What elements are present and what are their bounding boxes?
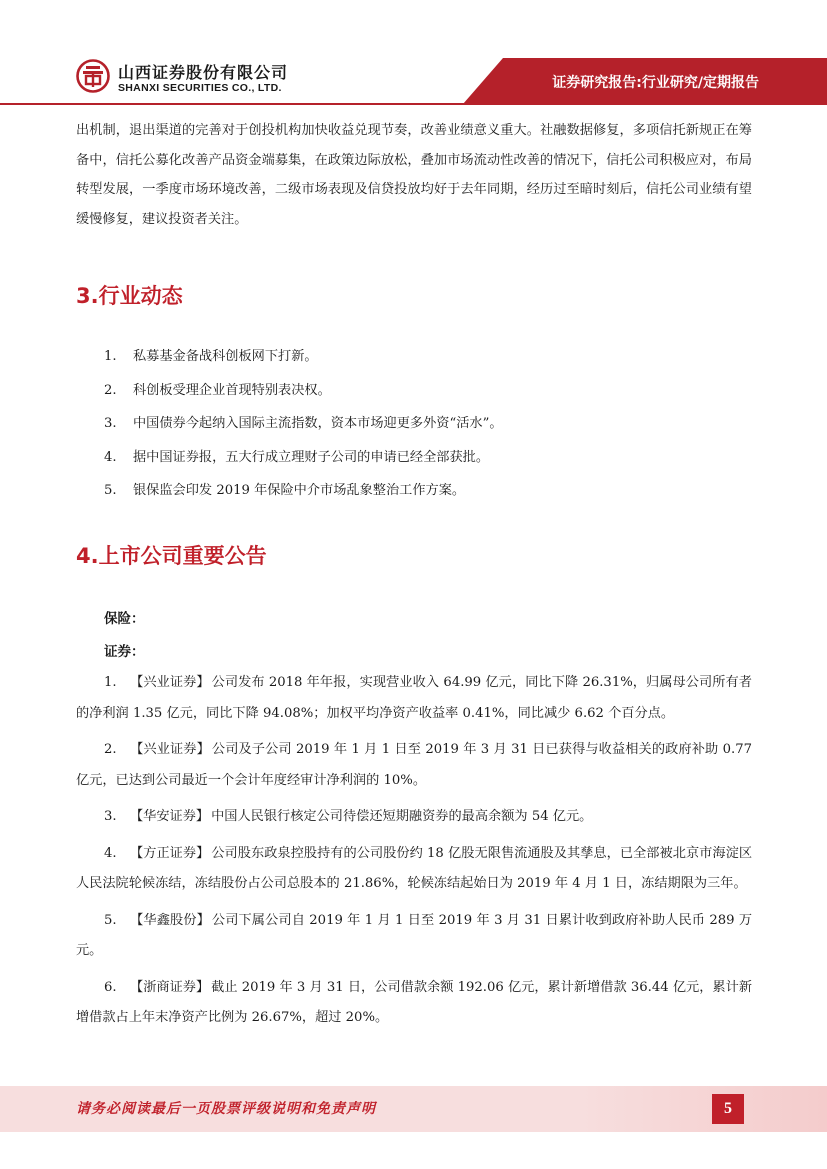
announcement-text: 公司下属公司自 2019 年 1 月 1 日至 2019 年 3 月 31 日累计收到政府补助人民币 289 万元。 [76,912,753,958]
announcement-number: 3. [104,809,117,824]
announcement-text: 公司发布 2018 年年报，实现营业收入 64.99 亿元，同比下降 26.31%，归属母公司所有者的净利润 1.35 亿元，同比下降 94.08%；加权平均净资产收益率 0.41%，同比减少 6.62 个百分点。 [76,675,752,721]
page-header [0,0,827,110]
announcement-company: 【华安证券】 [130,809,210,824]
list-item-text: 私募基金备战科创板网下打新。 [133,349,318,364]
shanxi-securities-logo-icon [76,59,110,93]
announcement-item [76,668,752,729]
list-item-number: 5. [104,483,117,499]
announcement-item [76,839,752,900]
header-divider [0,103,827,105]
list-item [76,340,752,374]
list-item-text: 中国债券今起纳入国际主流指数，资本市场迎更多外资“活水”。 [133,416,503,432]
list-item-number: 1. [104,349,117,364]
list-item-number: 3. [104,416,117,432]
subheading-securities: 证券： [104,644,145,660]
subheading-insurance: 保险： [104,611,145,627]
announcement-company: 【方正证券】 [130,845,210,861]
announcement-text: 公司股东政泉控股持有的公司股份约 18 亿股无限售流通股及其孳息，已全部被北京市海淀区人民法院轮候冻结，冻结股份占公司总股本的 21.86%，轮候冻结起始日为 2019 年 4 月 1 日，冻结期限为三年。 [76,845,753,891]
announcement-item [76,906,752,967]
footer-disclaimer: 请务必阅读最后一页股票评级说明和免责声明 [76,1101,376,1117]
list-item-text: 银保监会印发 2019 年保险中介市场乱象整治工作方案。 [133,483,466,499]
announcement-company: 【兴业证券】 [130,742,210,757]
company-name-cn: 山西证券股份有限公司 [118,63,289,82]
list-item-text: 据中国证券报，五大行成立理财子公司的申请已经全部获批。 [133,449,490,465]
list-item [76,407,752,441]
section-title-announcements: 4.上市公司重要公告 [76,544,267,568]
section-title-industry-news: 3.行业动态 [76,284,183,308]
announcement-text: 截止 2019 年 3 月 31 日，公司借款余额 192.06 亿元，累计新增借款 36.44 亿元，累计新增借款占上年末净资产比例为 26.67%，超过 20%。 [76,979,753,1025]
list-item-number: 2. [104,382,117,398]
list-item [76,374,752,408]
announcement-item [76,735,752,796]
report-type-title: 证券研究报告:行业研究/定期报告 [552,75,759,91]
page-number: 5 [712,1094,744,1124]
company-name-en: SHANXI SECURITIES CO., LTD. [118,82,282,94]
list-item-number: 4. [104,449,117,465]
announcement-text: 中国人民银行核定公司待偿还短期融资券的最高余额为 54 亿元。 [211,809,593,824]
announcement-number: 5. [104,912,117,928]
announcement-company: 【浙商证券】 [130,979,210,995]
announcement-number: 6. [104,979,117,995]
list-item-text: 科创板受理企业首现特别表决权。 [133,382,331,398]
announcement-text: 公司及子公司 2019 年 1 月 1 日至 2019 年 3 月 31 日已获得与收益相关的政府补助 0.77 亿元，已达到公司最近一个会计年度经审计净利润的 10%。 [76,742,753,788]
announcement-number: 2. [104,742,117,757]
announcement-company: 【兴业证券】 [130,675,210,690]
intro-paragraph: 出机制，退出渠道的完善对于创投机构加快收益兑现节奏，改善业绩意义重大。社融数据修复，多项信托新规正在筹备中，信托公募化改善产品资金端募集，在政策边际放松，叠加市场流动性改善的情况下，信托公司积极应对，布局转型发展，一季度市场环境改善，二级市场表现及信贷投放均好于去年同期，经历过至暗时刻后，信托公司业绩有望缓慢修复，建议投资者关注。 [76,123,752,227]
announcement-number: 4. [104,845,117,861]
announcement-company: 【华鑫股份】 [130,912,210,928]
announcement-list [76,668,752,1040]
list-item [76,474,752,508]
announcement-item [76,802,752,833]
industry-news-list [76,340,752,508]
list-item [76,441,752,475]
announcement-number: 1. [104,675,117,690]
announcement-item [76,973,752,1034]
